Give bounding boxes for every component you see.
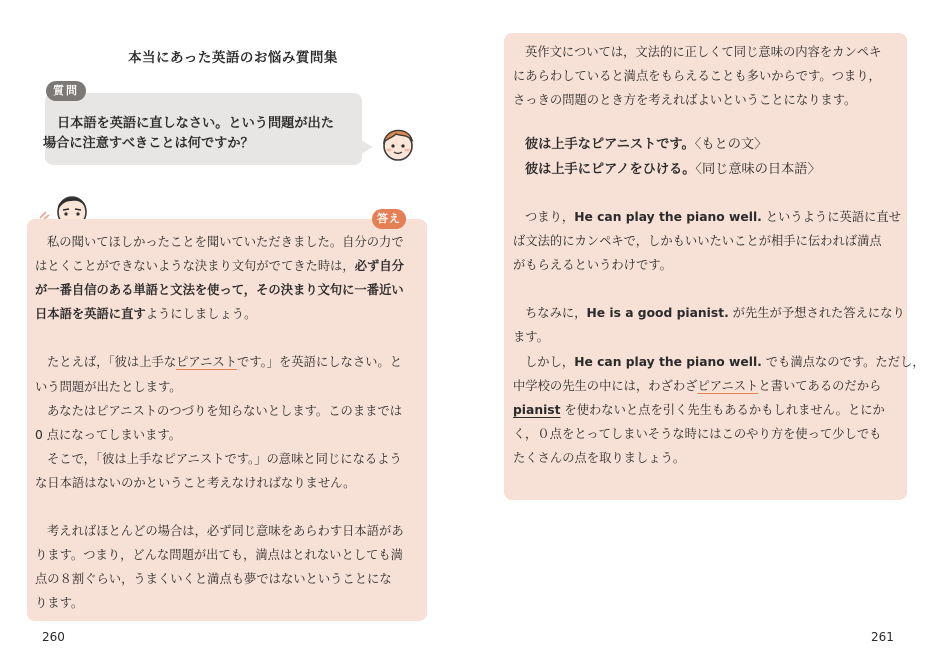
text-line: ります。つまり，どんな問題が出ても，満点はとれないとしても満 — [35, 548, 403, 563]
text-line: しかし，He can play the piano well. でも満点なのです。ただし， — [525, 354, 925, 369]
example-line: 彼は上手なピアニストです。〈もとの文〉 — [525, 137, 768, 152]
text-line: く，０点をとってしまいそうな時にはこのやり方を使って少しでも — [513, 426, 882, 441]
text-line: はとくことができないような決まり文句がでてきた時は，必ず自分 — [35, 259, 404, 274]
text-line: 私の聞いてほしかったことを聞いていただきました。自分の力で — [47, 235, 404, 249]
page-number: 260 — [42, 630, 65, 644]
question-text — [43, 114, 363, 154]
text-line: がもらえるというわけです。 — [513, 258, 672, 273]
text-line: 点の８割ぐらい，うまくいくと満点も夢ではないということにな — [35, 572, 392, 587]
text-line: 日本語を英語に直すようにしましょう。 — [35, 307, 257, 322]
text-line: ば文法的にカンペキで，しかもいいたいことが相手に伝われば満点 — [513, 234, 882, 249]
page-title: 本当にあった英語のお悩み質問集 — [128, 50, 338, 66]
underlined-word: ピアニスト — [697, 378, 759, 393]
text-line: そこで，「彼は上手なピアニストです。」の意味と同じになるよう — [47, 451, 402, 466]
example-line: 彼は上手にピアノをひける。〈同じ意味の日本語〉 — [525, 161, 821, 177]
page-number: 261 — [871, 630, 894, 644]
boy-face-icon — [380, 124, 416, 162]
answer-text — [35, 230, 419, 616]
speech-marks-icon — [38, 206, 52, 220]
text-line: たとえば，「彼は上手なピアニストです。」を英語にしなさい。と — [47, 355, 403, 370]
text-line: ます。 — [513, 330, 549, 345]
text-line: いう問題が出たとします。 — [35, 379, 182, 394]
example-sentences — [525, 133, 821, 182]
question-line: 日本語を英語に直しなさい。という問題が出た — [57, 116, 334, 131]
text-line: 中学校の先生の中には，わざわざピアニストと書いてあるのだから — [513, 378, 882, 393]
text-line: ります。 — [35, 596, 84, 611]
continued-answer-text — [513, 40, 901, 112]
text-line: な日本語はないのかということ考えなければなりません。 — [35, 475, 356, 490]
text-line: 英作文については，文法的に正しくて同じ意味の内容をカンペキ — [525, 45, 882, 59]
text-line: あなたはピアニストのつづりを知らないとします。このままでは — [47, 403, 403, 418]
text-line: さっきの問題のとき方を考えればよいということになります。 — [513, 93, 857, 108]
text-line: たくさんの点を取りましょう。 — [513, 450, 686, 465]
question-label: 質問 — [46, 81, 86, 101]
continued-answer-text-2 — [513, 205, 925, 470]
text-line: にあらわしていると満点をもらえることも多いからです。つまり， — [513, 69, 881, 84]
text-line: が一番自信のある単語と文法を使って，その決まり文句に一番近い — [35, 283, 404, 298]
text-line: 0 点になってしまいます。 — [35, 427, 182, 442]
text-line: pianist を使わないと点を引く先生もあるかもしれません。とにか — [513, 402, 885, 417]
answer-label: 答え — [372, 209, 406, 229]
text-line: 考えればほとんどの場合は，必ず同じ意味をあらわす日本語があ — [47, 524, 404, 539]
underlined-word: pianist — [513, 402, 561, 417]
text-line: つまり，He can play the piano well. というように英語に直せ — [525, 210, 902, 224]
text-line: ちなみに，He is a good pianist. が先生が予想された答えになり — [525, 306, 905, 321]
underlined-word: ピアニスト — [176, 355, 237, 370]
question-line: 場合に注意すべきことは何ですか？ — [43, 136, 254, 151]
